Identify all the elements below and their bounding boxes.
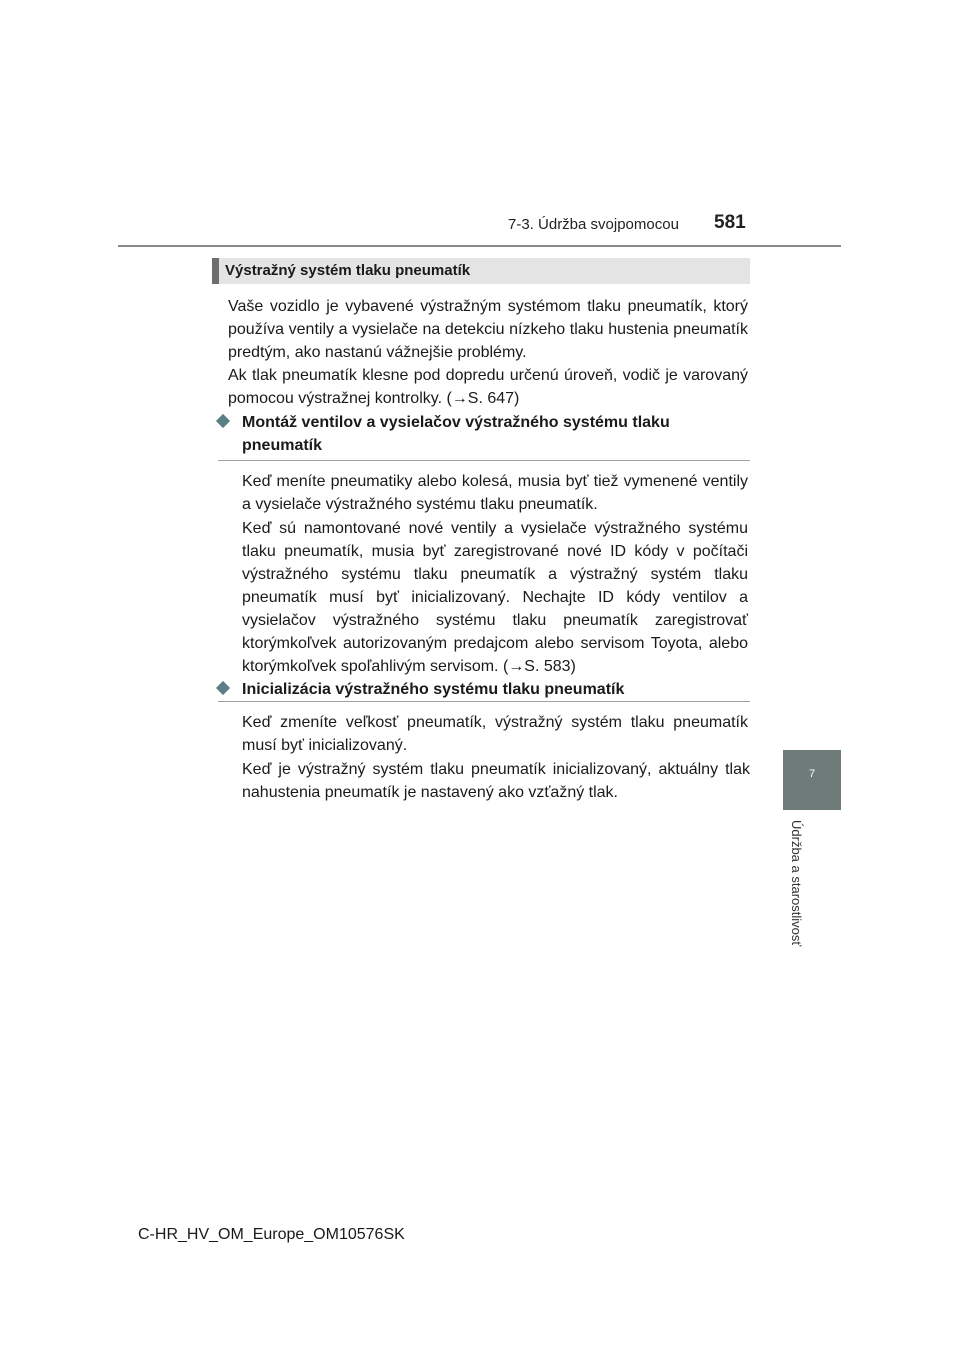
intro-paragraph-2: Ak tlak pneumatík klesne pod dopredu určenú úroveň, vodič je varovaný pomocou výstražnej kontrolky. (→S. 647) xyxy=(228,367,748,407)
header-section-title: 7-3. Údržba svojpomocou xyxy=(508,216,679,233)
subsection-heading-1 xyxy=(218,411,748,457)
chapter-number: 7 xyxy=(808,768,816,780)
subsection-heading-text: Montáž ventilov a vysielačov výstražného systému tlaku pneumatík xyxy=(242,414,670,454)
header-divider xyxy=(118,245,841,247)
subsection-divider xyxy=(218,460,750,461)
section-title: Výstražný systém tlaku pneumatík xyxy=(225,262,471,279)
diamond-bullet-icon xyxy=(216,414,230,428)
subsection-heading-text: Inicializácia výstražného systému tlaku pneumatík xyxy=(242,681,625,698)
page-number: 581 xyxy=(714,212,746,233)
subsection-2-paragraph-2: Keď je výstražný systém tlaku pneumatík inicializovaný, aktuálny tlak nahustenia pneumatík je nastavený ako vzťažný tlak. xyxy=(242,761,750,801)
chapter-title: Údržba a starostlivosť xyxy=(789,820,804,947)
subsection-1-paragraph-1: Keď meníte pneumatiky alebo kolesá, musia byť tiež vymenené ventily a vysielače výstražného systému tlaku pneumatík. xyxy=(242,473,748,513)
section-title-bar xyxy=(212,258,750,284)
chapter-tab xyxy=(783,750,841,810)
subsection-1-paragraph-2: Keď sú namontované nové ventily a vysielače výstražného systému tlaku pneumatík, musia byť zaregistrované nové ID kódy v počítači výstražného systému tlaku pneumatík a výstražný systém tlaku pneumatík musí byť inicializovaný. Nechajte ID kódy ventilov a vysielačov výstražného systému tlaku pneumatík zaregistrovať ktorýmkoľvek autorizovaným predajcom alebo servisom Toyota, alebo ktorýmkoľvek spoľahlivým servisom. (→S. 583) xyxy=(242,520,748,675)
title-bar-accent xyxy=(212,258,219,284)
document-footer: C-HR_HV_OM_Europe_OM10576SK xyxy=(138,1226,405,1243)
intro-paragraph-1: Vaše vozidlo je vybavené výstražným systémom tlaku pneumatík, ktorý používa ventily a vysielače na detekciu nízkeho tlaku hustenia pneumatík predtým, ako nastanú vážnejšie problémy. xyxy=(228,298,748,361)
subsection-divider xyxy=(218,701,750,702)
subsection-2-paragraph-1: Keď zmeníte veľkosť pneumatík, výstražný systém tlaku pneumatík musí byť inicializovaný. xyxy=(242,714,748,754)
diamond-bullet-icon xyxy=(216,681,230,695)
subsection-heading-2 xyxy=(218,678,748,701)
